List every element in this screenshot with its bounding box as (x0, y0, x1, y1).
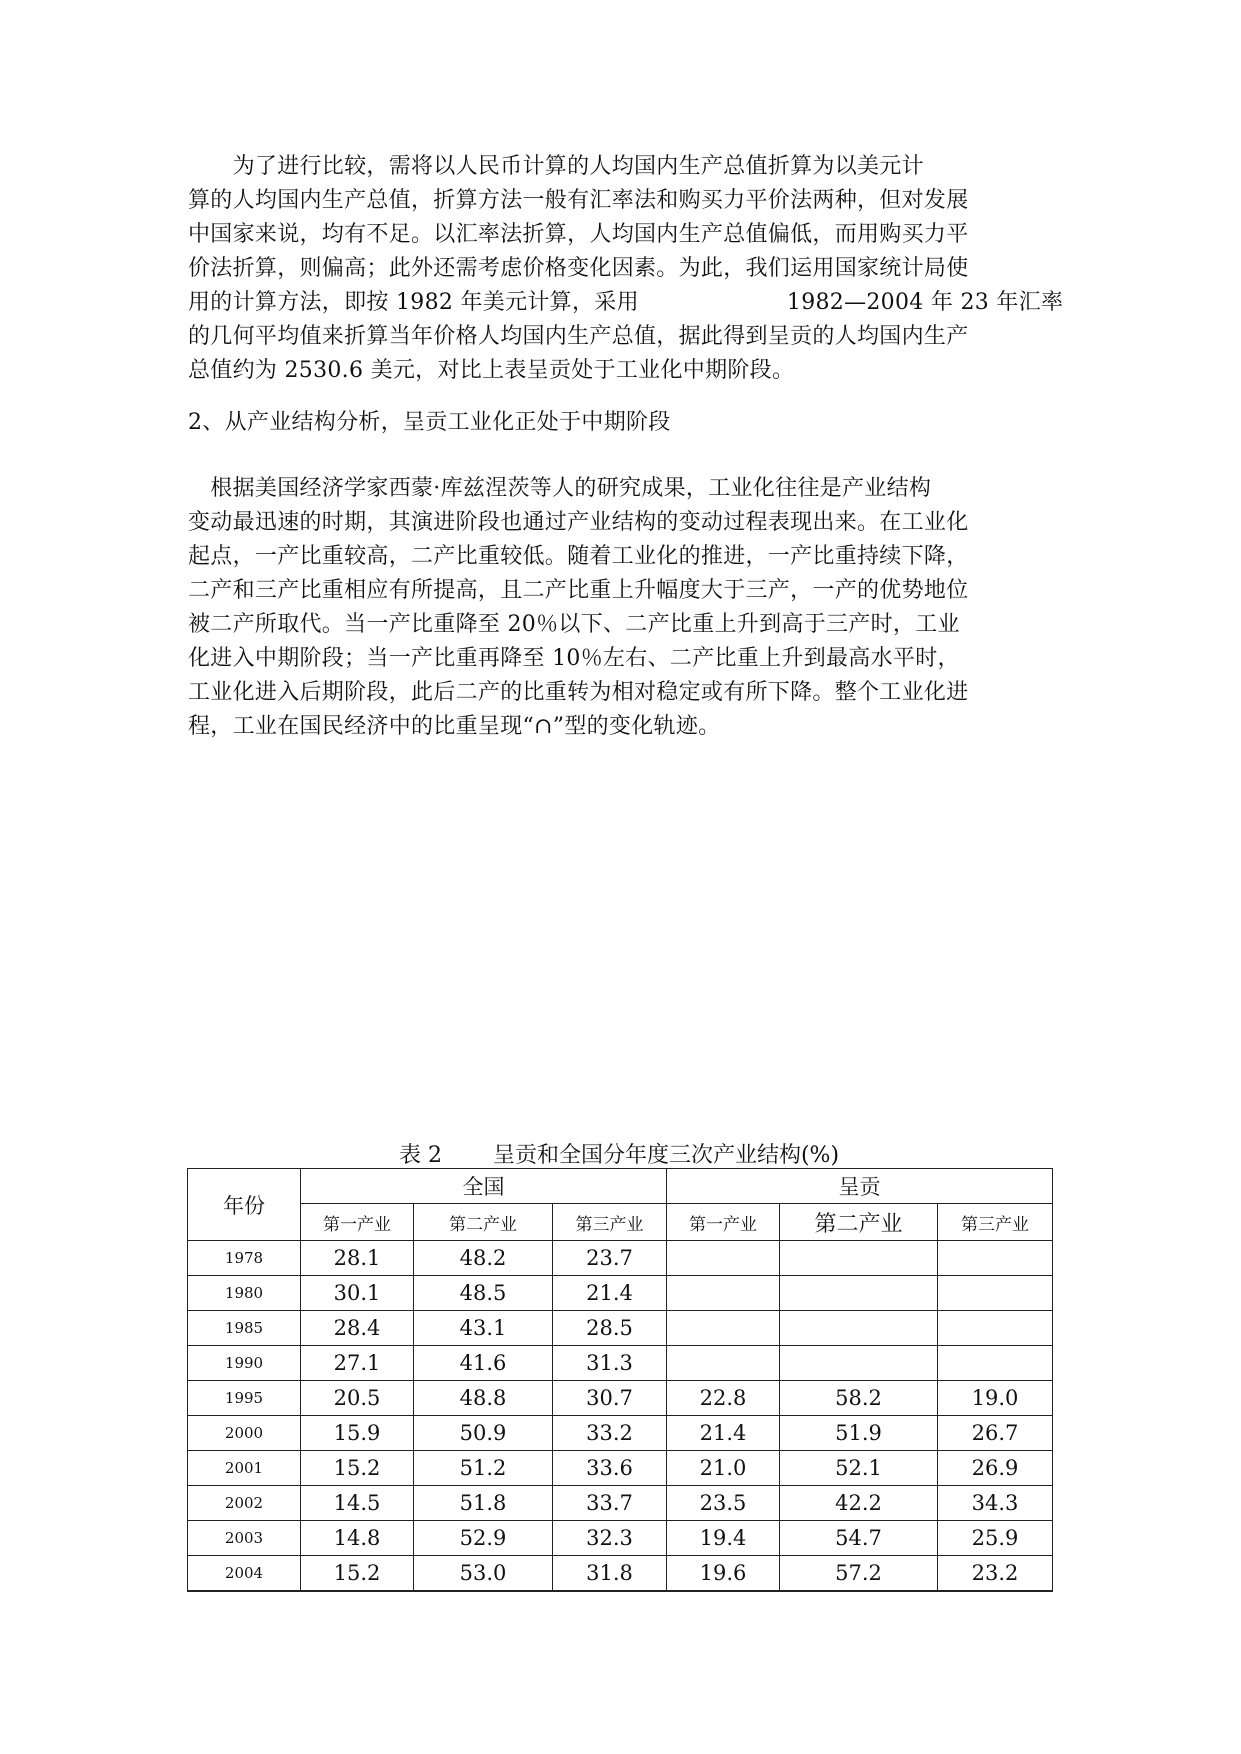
paragraph-line: 价法折算，则偏高；此外还需考虑价格变化因素。为此，我们运用国家统计局使 (188, 256, 969, 281)
table-cell: 32.3 (553, 1521, 667, 1556)
paragraph-line: 工业化进入后期阶段，此后二产的比重转为相对稳定或有所下降。整个工业化进 (188, 680, 969, 705)
year-cell: 1978 (188, 1241, 301, 1276)
table-cell: 52.9 (414, 1521, 553, 1556)
table-cell: 30.7 (553, 1381, 667, 1416)
paragraph-line: 算的人均国内生产总值，折算方法一般有汇率法和购买力平价法两种，但对发展 (188, 188, 969, 213)
table-cell: 28.5 (553, 1311, 667, 1346)
paragraph-line-part: 用的计算方法，即按 1982 年美元计算，采用 (188, 290, 639, 315)
table-cell: 52.1 (780, 1451, 938, 1486)
year-cell: 1990 (188, 1346, 301, 1381)
table-cell: 30.1 (301, 1276, 414, 1311)
column-header: 第三产业 (553, 1204, 667, 1241)
table-cell (938, 1276, 1053, 1311)
table-cell (780, 1311, 938, 1346)
table-cell: 28.1 (301, 1241, 414, 1276)
table-cell: 19.4 (667, 1521, 780, 1556)
table-cell: 22.8 (667, 1381, 780, 1416)
table-cell: 21.0 (667, 1451, 780, 1486)
year-cell: 2001 (188, 1451, 301, 1486)
table-cell: 23.5 (667, 1486, 780, 1521)
paragraph-line: 变动最迅速的时期，其演进阶段也通过产业结构的变动过程表现出来。在工业化 (188, 510, 969, 535)
paragraph-line: 程，工业在国民经济中的比重呈现“∩”型的变化轨迹。 (188, 714, 721, 739)
table-cell: 31.3 (553, 1346, 667, 1381)
table-cell: 53.0 (414, 1556, 553, 1592)
paragraph-line: 的几何平均值来折算当年价格人均国内生产总值，据此得到呈贡的人均国内生产 (188, 324, 969, 349)
table-cell: 23.2 (938, 1556, 1053, 1592)
table-cell: 15.2 (301, 1451, 414, 1486)
year-cell: 2004 (188, 1556, 301, 1592)
table-row (188, 1276, 1053, 1311)
table-cell: 34.3 (938, 1486, 1053, 1521)
year-header: 年份 (188, 1169, 301, 1241)
table-cell: 43.1 (414, 1311, 553, 1346)
column-header: 第一产业 (301, 1204, 414, 1241)
table-cell (938, 1241, 1053, 1276)
table-cell: 14.5 (301, 1486, 414, 1521)
year-cell: 1995 (188, 1381, 301, 1416)
table-row (188, 1416, 1053, 1451)
year-cell: 1980 (188, 1276, 301, 1311)
table-cell: 27.1 (301, 1346, 414, 1381)
table-cell: 21.4 (667, 1416, 780, 1451)
table-row (188, 1451, 1053, 1486)
table-cell: 54.7 (780, 1521, 938, 1556)
paragraph-line: 被二产所取代。当一产比重降至 20％以下、二产比重上升到高于三产时，工业 (188, 612, 960, 637)
column-header: 第一产业 (667, 1204, 780, 1241)
table-cell (667, 1311, 780, 1346)
table-cell: 33.2 (553, 1416, 667, 1451)
table-cell: 48.2 (414, 1241, 553, 1276)
table-row (188, 1381, 1053, 1416)
paragraph-line: 总值约为 2530.6 美元，对比上表呈贡处于工业化中期阶段。 (188, 358, 795, 383)
table-cell: 57.2 (780, 1556, 938, 1592)
year-cell: 1985 (188, 1311, 301, 1346)
column-header: 第二产业 (780, 1204, 938, 1241)
paragraph-line-part: 1982—2004 年 23 年汇率 (786, 290, 1064, 315)
paragraph-exchange-rate (188, 150, 1064, 388)
year-cell: 2003 (188, 1521, 301, 1556)
industry-structure-table (187, 1168, 1053, 1592)
table-cell: 26.9 (938, 1451, 1053, 1486)
table-row (188, 1556, 1053, 1592)
table-cell: 25.9 (938, 1521, 1053, 1556)
table-cell: 48.8 (414, 1381, 553, 1416)
table-cell: 20.5 (301, 1381, 414, 1416)
group-header-chenggong: 呈贡 (667, 1169, 1053, 1204)
table-row (188, 1486, 1053, 1521)
table-cell: 28.4 (301, 1311, 414, 1346)
year-cell: 2000 (188, 1416, 301, 1451)
table-cell (780, 1241, 938, 1276)
paragraph-line: 化进入中期阶段；当一产比重再降至 10％左右、二产比重上升到最高水平时， (188, 646, 960, 671)
table-body (188, 1241, 1053, 1592)
paragraph-line: 起点，一产比重较高，二产比重较低。随着工业化的推进，一产比重持续下降， (188, 544, 969, 569)
paragraph-line: 为了进行比较，需将以人民币计算的人均国内生产总值折算为以美元计 (188, 154, 924, 179)
table-cell: 19.6 (667, 1556, 780, 1592)
table-cell (667, 1241, 780, 1276)
table-cell: 51.2 (414, 1451, 553, 1486)
table-cell: 50.9 (414, 1416, 553, 1451)
table-cell: 33.7 (553, 1486, 667, 1521)
column-header: 第三产业 (938, 1204, 1053, 1241)
paragraph-line: 二产和三产比重相应有所提高，且二产比重上升幅度大于三产，一产的优势地位 (188, 578, 969, 603)
year-cell: 2002 (188, 1486, 301, 1521)
column-header: 第二产业 (414, 1204, 553, 1241)
table-cell: 14.8 (301, 1521, 414, 1556)
table-row (188, 1346, 1053, 1381)
table-row (188, 1311, 1053, 1346)
table-cell: 51.8 (414, 1486, 553, 1521)
table-cell: 19.0 (938, 1381, 1053, 1416)
section-heading: 2、从产业结构分析，呈贡工业化正处于中期阶段 (188, 410, 671, 435)
table-cell: 15.2 (301, 1556, 414, 1592)
paragraph-line: 根据美国经济学家西蒙·库兹涅茨等人的研究成果，工业化往往是产业结构 (188, 476, 932, 501)
table-caption: 表 2 呈贡和全国分年度三次产业结构(%) (398, 1143, 840, 1168)
paragraph-line (188, 286, 1064, 320)
paragraph-industrial-structure (188, 472, 1058, 744)
table-cell (780, 1346, 938, 1381)
table-cell: 31.8 (553, 1556, 667, 1592)
table-row (188, 1521, 1053, 1556)
table-cell (938, 1311, 1053, 1346)
table-cell (667, 1346, 780, 1381)
table-cell (667, 1276, 780, 1311)
table-cell (780, 1276, 938, 1311)
table-cell: 23.7 (553, 1241, 667, 1276)
table-cell: 51.9 (780, 1416, 938, 1451)
table-cell: 48.5 (414, 1276, 553, 1311)
table-cell (938, 1346, 1053, 1381)
table-cell: 26.7 (938, 1416, 1053, 1451)
table-cell: 21.4 (553, 1276, 667, 1311)
table-cell: 42.2 (780, 1486, 938, 1521)
table-cell: 41.6 (414, 1346, 553, 1381)
paragraph-line: 中国家来说，均有不足。以汇率法折算，人均国内生产总值偏低，而用购买力平 (188, 222, 969, 247)
table-cell: 33.6 (553, 1451, 667, 1486)
table-cell: 15.9 (301, 1416, 414, 1451)
table-row (188, 1241, 1053, 1276)
group-header-national: 全国 (301, 1169, 667, 1204)
table-cell: 58.2 (780, 1381, 938, 1416)
